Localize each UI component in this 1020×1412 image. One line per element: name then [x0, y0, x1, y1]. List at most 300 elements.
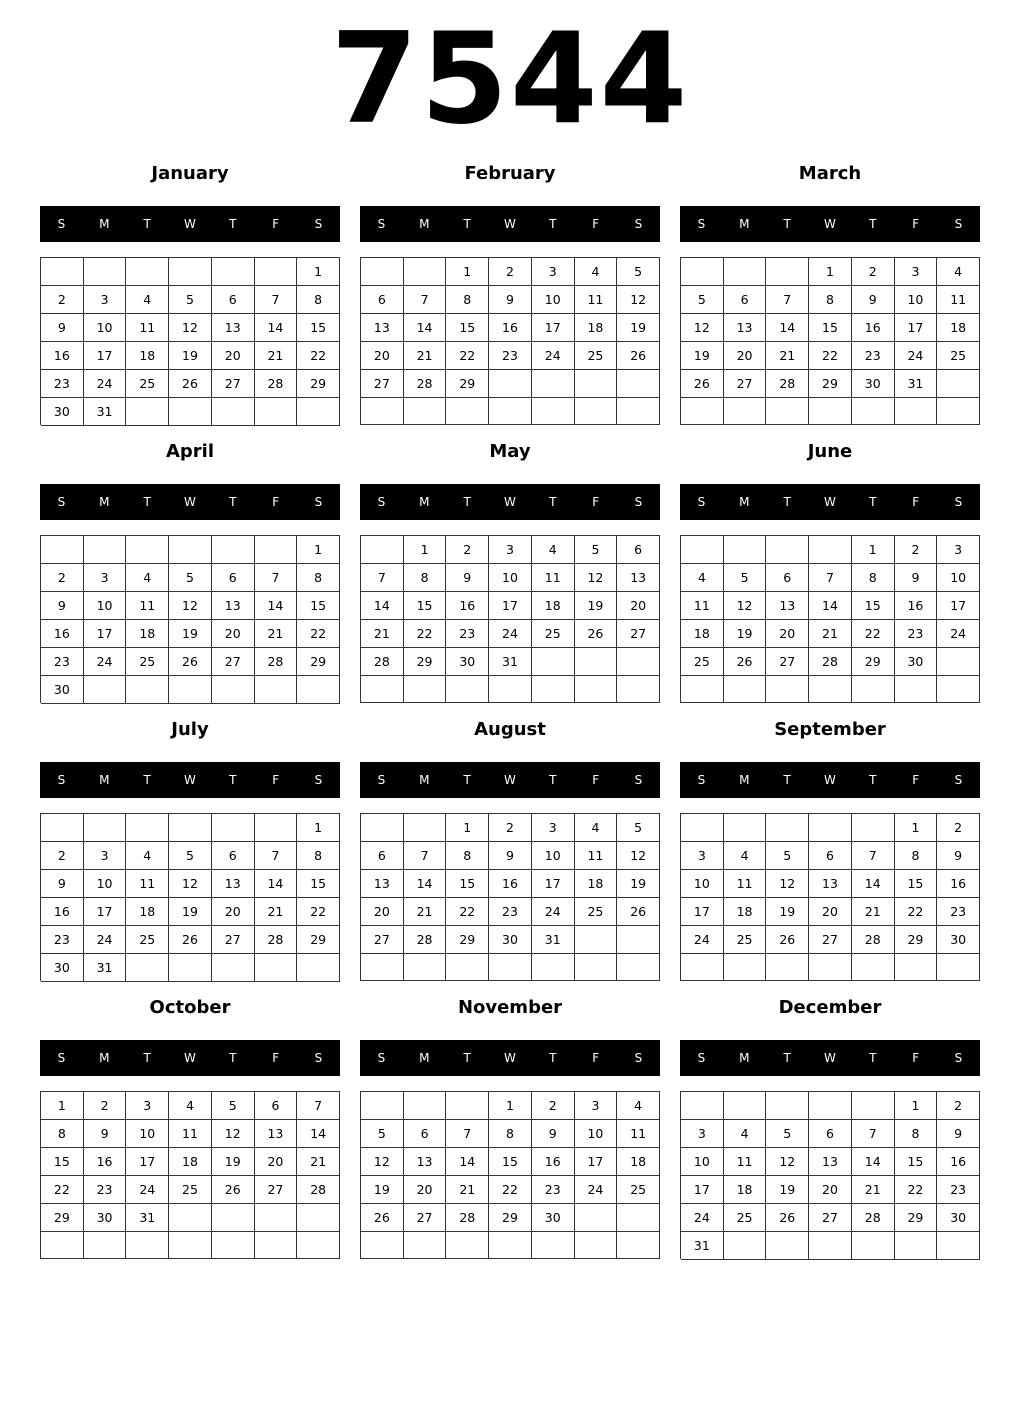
weekday-label: M [419, 217, 430, 231]
day-cell: 28 [809, 648, 852, 676]
day-cell: 27 [404, 1204, 447, 1232]
day-cell: 4 [937, 258, 980, 286]
weekday-label: T [229, 217, 237, 231]
weekday-label: T [463, 773, 471, 787]
day-cell: 15 [852, 592, 895, 620]
day-cell: 20 [212, 342, 255, 370]
empty-cell [446, 1092, 489, 1120]
day-cell: 17 [937, 592, 980, 620]
empty-cell [766, 258, 809, 286]
weekday-label: T [229, 1051, 237, 1065]
weekday-label: W [184, 495, 196, 509]
day-cell: 4 [724, 1120, 767, 1148]
day-cell: 29 [404, 648, 447, 676]
month-march [680, 160, 980, 430]
empty-cell [84, 536, 127, 564]
day-cell: 26 [169, 648, 212, 676]
month-name: November [457, 997, 563, 1018]
day-cell: 13 [766, 592, 809, 620]
weekday-header [360, 1040, 660, 1076]
weekday-label: F [592, 1051, 600, 1065]
empty-cell [766, 1092, 809, 1120]
day-cell: 1 [404, 536, 447, 564]
month-november [360, 994, 660, 1264]
day-cell: 18 [575, 314, 618, 342]
weekday-label: S [57, 1051, 66, 1065]
day-cell: 24 [937, 620, 980, 648]
day-cell: 3 [84, 286, 127, 314]
day-cell: 16 [41, 342, 84, 370]
day-cell: 13 [212, 870, 255, 898]
day-cell: 4 [681, 564, 724, 592]
day-cell: 5 [169, 842, 212, 870]
day-cell: 25 [575, 342, 618, 370]
day-cell: 28 [255, 648, 298, 676]
day-cell: 22 [446, 898, 489, 926]
weekday-label: T [143, 1051, 151, 1065]
day-cell: 5 [212, 1092, 255, 1120]
day-cell: 7 [766, 286, 809, 314]
day-cell: 5 [681, 286, 724, 314]
day-cell: 31 [84, 954, 127, 982]
day-cell: 2 [852, 258, 895, 286]
day-cell: 12 [169, 592, 212, 620]
empty-cell [681, 954, 724, 981]
empty-cell [937, 648, 980, 676]
day-cell: 28 [852, 926, 895, 954]
empty-cell [361, 676, 404, 703]
day-cell: 6 [809, 842, 852, 870]
empty-cell [617, 370, 660, 398]
day-cell: 16 [41, 898, 84, 926]
day-cell: 18 [937, 314, 980, 342]
day-cell: 16 [84, 1148, 127, 1176]
weekday-label: M [419, 495, 430, 509]
day-cell: 15 [297, 314, 340, 342]
day-cell: 29 [809, 370, 852, 398]
weekday-label: T [229, 495, 237, 509]
month-february [360, 160, 660, 430]
day-cell: 21 [852, 898, 895, 926]
empty-cell [575, 676, 618, 703]
empty-cell [446, 398, 489, 425]
weekday-label: T [549, 1051, 557, 1065]
day-cell: 22 [852, 620, 895, 648]
day-cell: 12 [681, 314, 724, 342]
day-cell: 10 [681, 1148, 724, 1176]
day-cell: 3 [895, 258, 938, 286]
empty-cell [212, 676, 255, 704]
weekday-label: W [504, 773, 516, 787]
day-cell: 26 [766, 1204, 809, 1232]
empty-cell [575, 648, 618, 676]
empty-cell [255, 536, 298, 564]
empty-cell [212, 258, 255, 286]
day-grid [680, 535, 980, 703]
empty-cell [575, 926, 618, 954]
day-cell: 13 [724, 314, 767, 342]
day-cell: 14 [361, 592, 404, 620]
empty-cell [724, 398, 767, 425]
empty-cell [617, 648, 660, 676]
day-cell: 4 [575, 814, 618, 842]
month-name: April [165, 441, 215, 462]
empty-cell [895, 1232, 938, 1260]
day-cell: 17 [84, 898, 127, 926]
day-cell: 15 [297, 592, 340, 620]
day-cell: 9 [84, 1120, 127, 1148]
day-cell: 29 [852, 648, 895, 676]
day-cell: 9 [446, 564, 489, 592]
weekday-label: S [954, 217, 963, 231]
day-cell: 16 [937, 1148, 980, 1176]
day-cell: 21 [809, 620, 852, 648]
day-cell: 22 [809, 342, 852, 370]
day-cell: 11 [169, 1120, 212, 1148]
day-cell: 26 [361, 1204, 404, 1232]
empty-cell [852, 676, 895, 703]
empty-cell [766, 814, 809, 842]
day-cell: 20 [255, 1148, 298, 1176]
weekday-label: S [697, 773, 706, 787]
day-cell: 30 [489, 926, 532, 954]
weekday-label: S [377, 773, 386, 787]
day-cell: 3 [532, 258, 575, 286]
day-cell: 11 [126, 870, 169, 898]
day-cell: 15 [446, 314, 489, 342]
weekday-label: M [739, 217, 750, 231]
empty-cell [212, 536, 255, 564]
weekday-label: F [272, 1051, 280, 1065]
day-cell: 12 [766, 1148, 809, 1176]
weekday-label: T [549, 773, 557, 787]
day-grid [40, 535, 340, 703]
empty-cell [937, 370, 980, 398]
day-cell: 27 [766, 648, 809, 676]
weekday-label: S [57, 217, 66, 231]
empty-cell [126, 1232, 169, 1259]
day-grid [680, 1091, 980, 1259]
weekday-label: S [954, 1051, 963, 1065]
day-cell: 5 [617, 258, 660, 286]
day-cell: 14 [446, 1148, 489, 1176]
weekday-label: T [783, 217, 791, 231]
day-cell: 28 [404, 926, 447, 954]
weekday-label: W [824, 495, 836, 509]
weekday-label: S [697, 217, 706, 231]
empty-cell [809, 676, 852, 703]
empty-cell [809, 954, 852, 981]
day-cell: 25 [126, 926, 169, 954]
empty-cell [255, 814, 298, 842]
day-cell: 18 [126, 898, 169, 926]
day-cell: 14 [255, 592, 298, 620]
empty-cell [212, 1232, 255, 1259]
day-cell: 14 [766, 314, 809, 342]
weekday-label: S [314, 217, 323, 231]
day-cell: 24 [575, 1176, 618, 1204]
day-cell: 13 [255, 1120, 298, 1148]
day-cell: 8 [297, 286, 340, 314]
day-cell: 2 [41, 564, 84, 592]
day-cell: 27 [724, 370, 767, 398]
day-cell: 10 [681, 870, 724, 898]
day-cell: 12 [212, 1120, 255, 1148]
month-august [360, 716, 660, 986]
weekday-label: W [824, 773, 836, 787]
day-cell: 18 [724, 1176, 767, 1204]
weekday-label: F [912, 1051, 920, 1065]
empty-cell [84, 1232, 127, 1259]
day-cell: 19 [575, 592, 618, 620]
day-cell: 16 [489, 314, 532, 342]
day-cell: 16 [937, 870, 980, 898]
day-cell: 27 [809, 1204, 852, 1232]
empty-cell [255, 398, 298, 426]
weekday-header [40, 762, 340, 798]
day-cell: 20 [617, 592, 660, 620]
day-cell: 5 [169, 564, 212, 592]
empty-cell [169, 1204, 212, 1232]
day-cell: 31 [489, 648, 532, 676]
day-cell: 12 [766, 870, 809, 898]
day-cell: 4 [169, 1092, 212, 1120]
day-cell: 22 [297, 342, 340, 370]
day-cell: 31 [126, 1204, 169, 1232]
day-cell: 8 [446, 842, 489, 870]
day-cell: 22 [895, 898, 938, 926]
day-cell: 15 [446, 870, 489, 898]
day-cell: 17 [681, 898, 724, 926]
weekday-label: F [912, 217, 920, 231]
empty-cell [212, 1204, 255, 1232]
day-cell: 3 [84, 564, 127, 592]
month-name: October [149, 997, 231, 1018]
empty-cell [724, 536, 767, 564]
day-cell: 2 [489, 258, 532, 286]
day-cell: 15 [809, 314, 852, 342]
month-name: March [798, 163, 862, 184]
weekday-label: T [463, 495, 471, 509]
empty-cell [212, 814, 255, 842]
empty-cell [404, 676, 447, 703]
day-cell: 18 [126, 342, 169, 370]
weekday-label: T [783, 773, 791, 787]
month-september [680, 716, 980, 986]
empty-cell [895, 676, 938, 703]
day-cell: 17 [532, 314, 575, 342]
day-cell: 25 [126, 648, 169, 676]
day-cell: 13 [212, 592, 255, 620]
weekday-label: S [634, 217, 643, 231]
day-cell: 22 [446, 342, 489, 370]
empty-cell [895, 954, 938, 981]
day-cell: 19 [169, 342, 212, 370]
day-cell: 5 [575, 536, 618, 564]
weekday-label: T [143, 773, 151, 787]
day-cell: 22 [297, 898, 340, 926]
day-cell: 28 [404, 370, 447, 398]
day-cell: 22 [404, 620, 447, 648]
empty-cell [937, 1232, 980, 1260]
day-cell: 12 [575, 564, 618, 592]
empty-cell [41, 1232, 84, 1259]
month-name: January [151, 163, 229, 184]
empty-cell [361, 1092, 404, 1120]
empty-cell [169, 954, 212, 982]
day-cell: 12 [617, 286, 660, 314]
day-cell: 20 [404, 1176, 447, 1204]
month-july [40, 716, 340, 986]
day-cell: 28 [852, 1204, 895, 1232]
day-cell: 2 [84, 1092, 127, 1120]
weekday-label: T [783, 1051, 791, 1065]
day-cell: 21 [255, 342, 298, 370]
day-cell: 7 [809, 564, 852, 592]
weekday-label: S [57, 773, 66, 787]
empty-cell [809, 536, 852, 564]
day-cell: 30 [41, 676, 84, 704]
day-cell: 7 [852, 1120, 895, 1148]
day-cell: 22 [489, 1176, 532, 1204]
day-cell: 24 [126, 1176, 169, 1204]
day-cell: 24 [681, 1204, 724, 1232]
empty-cell [724, 954, 767, 981]
empty-cell [852, 1092, 895, 1120]
empty-cell [724, 676, 767, 703]
day-cell: 23 [446, 620, 489, 648]
day-cell: 26 [617, 342, 660, 370]
day-cell: 12 [361, 1148, 404, 1176]
day-cell: 25 [724, 1204, 767, 1232]
weekday-label: W [184, 1051, 196, 1065]
day-cell: 24 [681, 926, 724, 954]
weekday-label: W [184, 773, 196, 787]
day-cell: 24 [895, 342, 938, 370]
day-cell: 14 [255, 314, 298, 342]
weekday-label: T [783, 495, 791, 509]
day-cell: 11 [126, 314, 169, 342]
day-cell: 7 [404, 842, 447, 870]
day-cell: 2 [446, 536, 489, 564]
month-name: February [464, 163, 556, 184]
day-cell: 30 [937, 1204, 980, 1232]
day-cell: 14 [852, 1148, 895, 1176]
day-cell: 30 [41, 954, 84, 982]
day-cell: 28 [446, 1204, 489, 1232]
empty-cell [617, 954, 660, 981]
weekday-header [680, 484, 980, 520]
day-grid [680, 257, 980, 425]
empty-cell [575, 370, 618, 398]
day-cell: 13 [617, 564, 660, 592]
day-cell: 2 [489, 814, 532, 842]
day-cell: 4 [575, 258, 618, 286]
empty-cell [169, 536, 212, 564]
day-cell: 28 [297, 1176, 340, 1204]
weekday-label: M [99, 773, 110, 787]
weekday-label: F [912, 495, 920, 509]
day-cell: 5 [169, 286, 212, 314]
empty-cell [169, 258, 212, 286]
day-cell: 19 [766, 1176, 809, 1204]
empty-cell [126, 676, 169, 704]
day-cell: 9 [41, 592, 84, 620]
empty-cell [404, 398, 447, 425]
day-cell: 21 [297, 1148, 340, 1176]
day-cell: 8 [809, 286, 852, 314]
empty-cell [41, 536, 84, 564]
day-cell: 14 [255, 870, 298, 898]
day-cell: 8 [41, 1120, 84, 1148]
day-cell: 17 [489, 592, 532, 620]
empty-cell [446, 676, 489, 703]
day-cell: 3 [126, 1092, 169, 1120]
day-cell: 3 [489, 536, 532, 564]
day-cell: 11 [937, 286, 980, 314]
day-cell: 14 [404, 870, 447, 898]
weekday-label: W [504, 1051, 516, 1065]
empty-cell [852, 814, 895, 842]
day-cell: 28 [255, 926, 298, 954]
empty-cell [169, 814, 212, 842]
weekday-label: S [697, 495, 706, 509]
day-cell: 17 [681, 1176, 724, 1204]
day-cell: 27 [212, 370, 255, 398]
weekday-label: M [99, 495, 110, 509]
empty-cell [212, 398, 255, 426]
day-cell: 1 [895, 814, 938, 842]
day-cell: 9 [41, 314, 84, 342]
day-cell: 11 [575, 286, 618, 314]
empty-cell [575, 1204, 618, 1232]
day-cell: 30 [937, 926, 980, 954]
day-cell: 3 [532, 814, 575, 842]
day-cell: 18 [169, 1148, 212, 1176]
day-cell: 1 [809, 258, 852, 286]
weekday-label: M [99, 1051, 110, 1065]
day-cell: 1 [446, 258, 489, 286]
day-cell: 22 [895, 1176, 938, 1204]
day-cell: 16 [895, 592, 938, 620]
weekday-label: T [229, 773, 237, 787]
weekday-header [40, 484, 340, 520]
day-cell: 25 [617, 1176, 660, 1204]
month-name: June [807, 441, 853, 462]
day-cell: 7 [446, 1120, 489, 1148]
empty-cell [489, 676, 532, 703]
day-cell: 18 [532, 592, 575, 620]
day-cell: 20 [361, 342, 404, 370]
day-cell: 6 [361, 842, 404, 870]
day-cell: 5 [766, 842, 809, 870]
weekday-label: F [592, 773, 600, 787]
day-cell: 13 [404, 1148, 447, 1176]
day-cell: 26 [575, 620, 618, 648]
day-cell: 4 [724, 842, 767, 870]
weekday-label: F [272, 495, 280, 509]
day-cell: 11 [126, 592, 169, 620]
day-cell: 18 [681, 620, 724, 648]
day-cell: 28 [255, 370, 298, 398]
empty-cell [297, 676, 340, 704]
day-cell: 3 [937, 536, 980, 564]
weekday-header [360, 206, 660, 242]
day-cell: 13 [212, 314, 255, 342]
weekday-label: S [634, 1051, 643, 1065]
day-cell: 10 [575, 1120, 618, 1148]
day-cell: 26 [617, 898, 660, 926]
